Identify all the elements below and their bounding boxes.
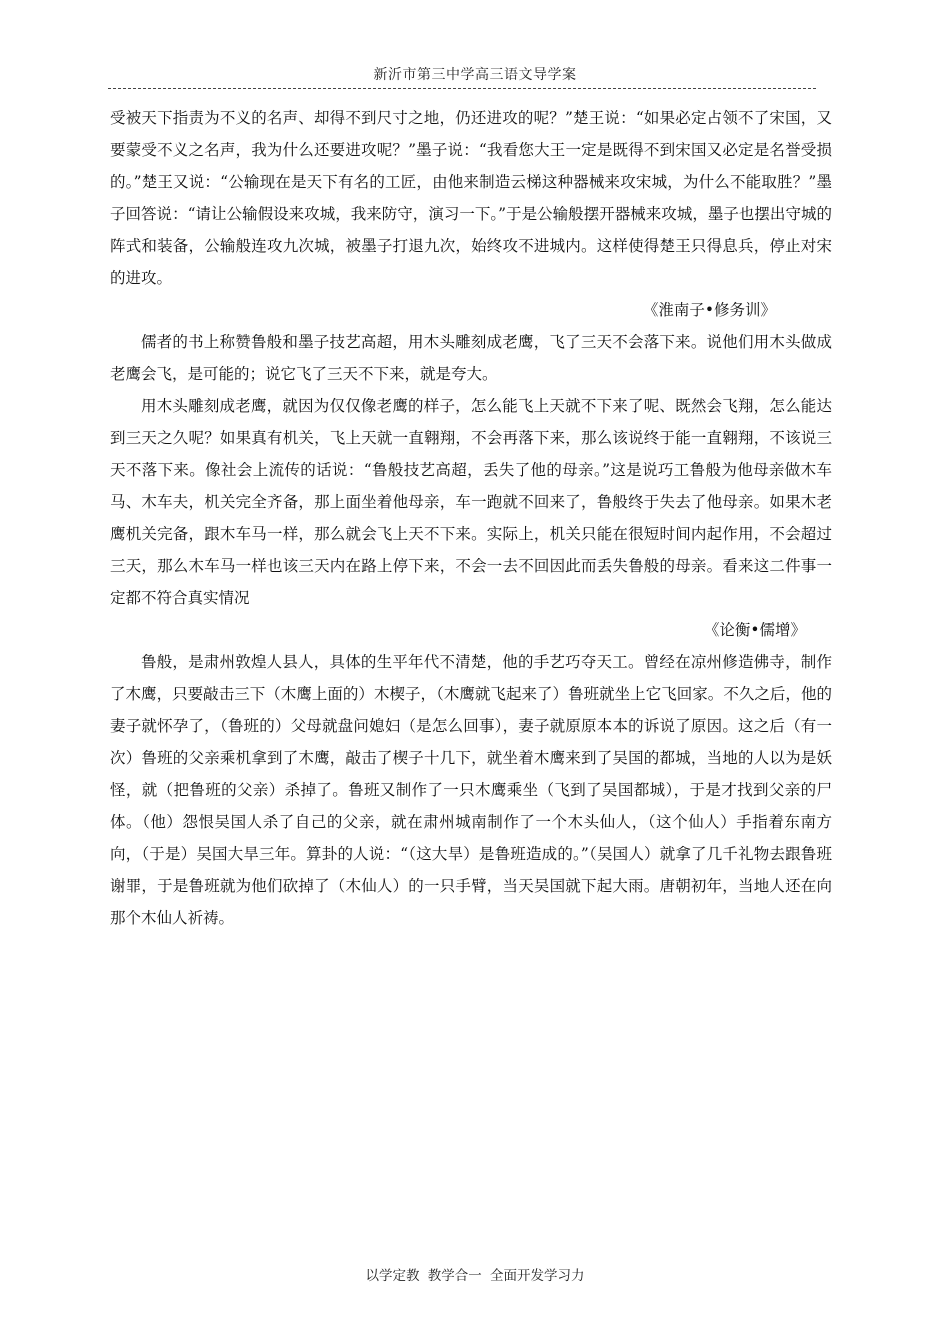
header-divider <box>108 88 816 89</box>
paragraph-continuation: 受被天下指责为不义的名声、却得不到尺寸之地，仍还进攻的呢？”楚王说：“如果必定占领不了宋国，又要蒙受不义之名声，我为什么还要进攻呢？”墨子说：“我看您大王一定是既得不到宋国又必定是名誉受损的。”楚王又说：“公输现在是天下有名的工匠，由他来制造云梯这种器械来攻宋城，为什么不能取胜？”墨子回答说：“请让公输假设来攻城，我来防守，演习一下。”于是公输般摆开器械来攻城，墨子也摆出守城的阵式和装备，公输般连攻九次城，被墨子打退九次，始终攻不进城内。这样使得楚王只得息兵，停止对宋的进攻。 <box>110 109 832 287</box>
source-citation: 《论衡•儒增》 <box>703 621 806 639</box>
header-title: 新沂市第三中学高三语文导学案 <box>373 67 577 83</box>
footer-slogan: 以学定教 教学合一 全面开发学习力 <box>365 1268 585 1284</box>
paragraph: 儒者的书上称赞鲁般和墨子技艺高超，用木头雕刻成老鹰，飞了三天不会落下来。说他们用木头做成老鹰会飞，是可能的；说它飞了三天不下来，就是夸大。 <box>110 333 832 383</box>
document-body <box>110 102 832 934</box>
source-citation: 《淮南子•修务训》 <box>642 301 776 319</box>
paragraph: 鲁般，是肃州敦煌人县人，具体的生平年代不清楚，他的手艺巧夺天工。曾经在凉州修造佛寺，制作了木鹰，只要敲击三下（木鹰上面的）木楔子，（木鹰就飞起来了）鲁班就坐上它飞回家。不久之后，他的妻子就怀孕了，（鲁班的）父母就盘问媳妇（是怎么回事），妻子就原原本本的诉说了原因。这之后（有一次）鲁班的父亲乘机拿到了木鹰，敲击了楔子十几下，就坐着木鹰来到了吴国的都城，当地的人以为是妖怪，就（把鲁班的父亲）杀掉了。鲁班又制作了一只木鹰乘坐（飞到了吴国都城），于是才找到父亲的尸体。（他）怨恨吴国人杀了自己的父亲，就在肃州城南制作了一个木头仙人，（这个仙人）手指着东南方向，（于是）吴国大旱三年。算卦的人说：“（这大旱）是鲁班造成的。”（吴国人）就拿了几千礼物去跟鲁班谢罪，于是鲁班就为他们砍掉了（木仙人）的一只手臂，当天吴国就下起大雨。唐朝初年，当地人还在向那个木仙人祈祷。 <box>110 653 832 927</box>
paragraph: 用木头雕刻成老鹰，就因为仅仅像老鹰的样子，怎么能飞上天就不下来了呢、既然会飞翔，怎么能达到三天之久呢？如果真有机关，飞上天就一直翱翔，不会再落下来，那么该说终于能一直翱翔，不该说三天不落下来。像社会上流传的话说：“鲁般技艺高超，丢失了他的母亲。”这是说巧工鲁般为他母亲做木车马、木车夫，机关完全齐备，那上面坐着他母亲，车一跑就不回来了，鲁般终于失去了他母亲。如果木老鹰机关完备，跟木车马一样，那么就会飞上天不下来。实际上，机关只能在很短时间内起作用，不会超过三天，那么木车马一样也该三天内在路上停下来，不会一去不回因此而丢失鲁般的母亲。看来这二件事一定都不符合真实情况 <box>110 397 832 607</box>
